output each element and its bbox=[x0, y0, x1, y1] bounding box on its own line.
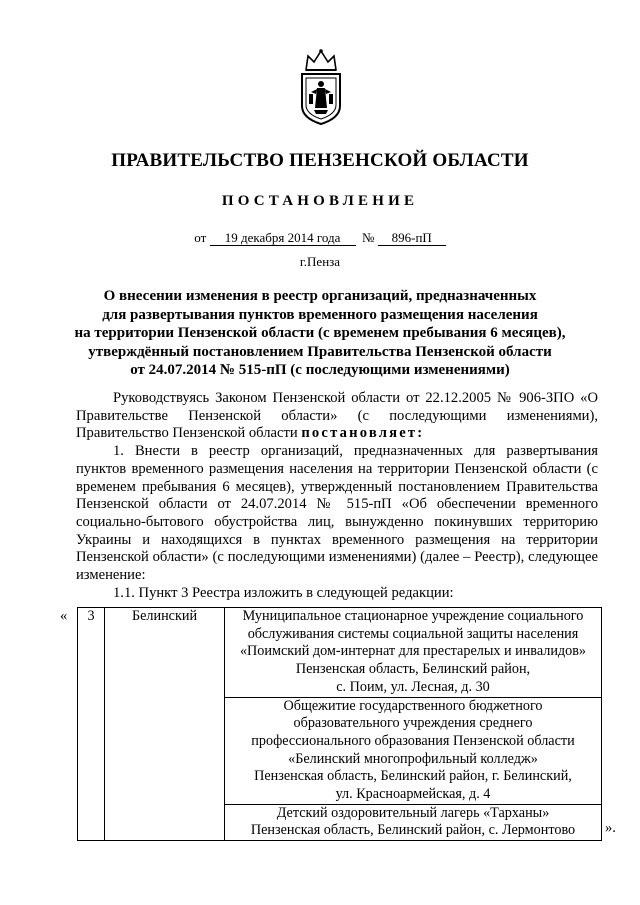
title-line: на территории Пензенской области (с временем пребывания 6 месяцев), bbox=[74, 325, 566, 341]
org-line: Детский оздоровительный лагерь «Тарханы» bbox=[276, 804, 550, 821]
org-line: «Белинский многопрофильный колледж» bbox=[288, 750, 538, 767]
coat-of-arms-icon bbox=[296, 48, 346, 126]
quote-open: « bbox=[60, 608, 68, 624]
org-line: образовательного учреждения среднего bbox=[293, 715, 533, 732]
organization-cell bbox=[225, 608, 602, 698]
preamble-paragraph bbox=[76, 390, 598, 443]
org-line: Пензенская область, Белинский район, bbox=[295, 661, 531, 678]
city: г.Пенза bbox=[299, 254, 341, 269]
title-line: утверждённый постановлением Правительства Пензенской области bbox=[88, 343, 552, 360]
resolves-word: постановляет: bbox=[301, 425, 425, 442]
date-prefix: от bbox=[194, 230, 207, 245]
org-line: профессионального образования Пензенской области bbox=[251, 732, 575, 749]
org-line: Пензенская область, Белинский район, с. Лермонтово bbox=[250, 822, 576, 839]
org-line: обслуживания системы социальной защиты населения bbox=[247, 625, 579, 642]
government-name: ПРАВИТЕЛЬСТВО ПЕНЗЕНСКОЙ ОБЛАСТИ bbox=[111, 150, 529, 171]
item-number: 3 bbox=[78, 608, 105, 841]
title-line: от 24.07.2014 № 515-пП (с последующими изменениями) bbox=[130, 362, 510, 378]
org-line: «Поимский дом-интернат для престарелых и инвалидов» bbox=[239, 643, 587, 660]
title-line: О внесении изменения в реестр организаций, предназначенных bbox=[103, 288, 537, 304]
date-number-line bbox=[0, 230, 640, 246]
org-line: ул. Красноармейская, д. 4 bbox=[335, 786, 491, 803]
decree-date: 19 декабря 2014 года bbox=[210, 231, 356, 246]
decree-number: 896-пП bbox=[378, 231, 446, 246]
organization-cell bbox=[225, 697, 602, 804]
org-line: Пензенская область, Белинский район, г. Белинский, bbox=[254, 768, 572, 785]
item-1: 1. Внести в реестр организаций, предназначенных для развертывания пунктов временного размещения населения на территории Пензенской области (с временем пребывания 6 месяцев), утвержденный постановлением Правительства Пензенской области от 24.07.2014 № 515-пП «Об обеспечении временного социально-бытового обустройства лиц, вынужденно покинувших территорию Украины и находящихся в пунктах временного размещения на территории Пензенской области» (с последующими изменениями) (далее – Реестр), следующее изменение: bbox=[76, 443, 598, 584]
quote-close: ». bbox=[605, 820, 616, 836]
organization-cell bbox=[225, 804, 602, 840]
preamble-text: Руководствуясь Законом Пензенской области от 22.12.2005 № 906-ЗПО «О Правительстве Пензенской области» (с последующими изменениями), Правительство Пензенской области bbox=[76, 390, 598, 442]
registry-table bbox=[77, 607, 602, 841]
document-type: ПОСТАНОВЛЕНИЕ bbox=[221, 193, 419, 209]
table-row bbox=[78, 608, 602, 698]
district-cell: Белинский bbox=[105, 608, 225, 841]
org-line: Муниципальное стационарное учреждение социального bbox=[242, 608, 584, 624]
item-1-1: 1.1. Пункт 3 Реестра изложить в следующей редакции: bbox=[113, 584, 454, 601]
decree-title bbox=[0, 287, 640, 380]
org-line: с. Поим, ул. Лесная, д. 30 bbox=[336, 678, 490, 695]
number-prefix: № bbox=[362, 230, 375, 245]
title-line: для развертывания пунктов временного размещения населения bbox=[102, 306, 538, 323]
org-line: Общежитие государственного бюджетного bbox=[283, 697, 543, 714]
decree-body bbox=[76, 390, 598, 602]
